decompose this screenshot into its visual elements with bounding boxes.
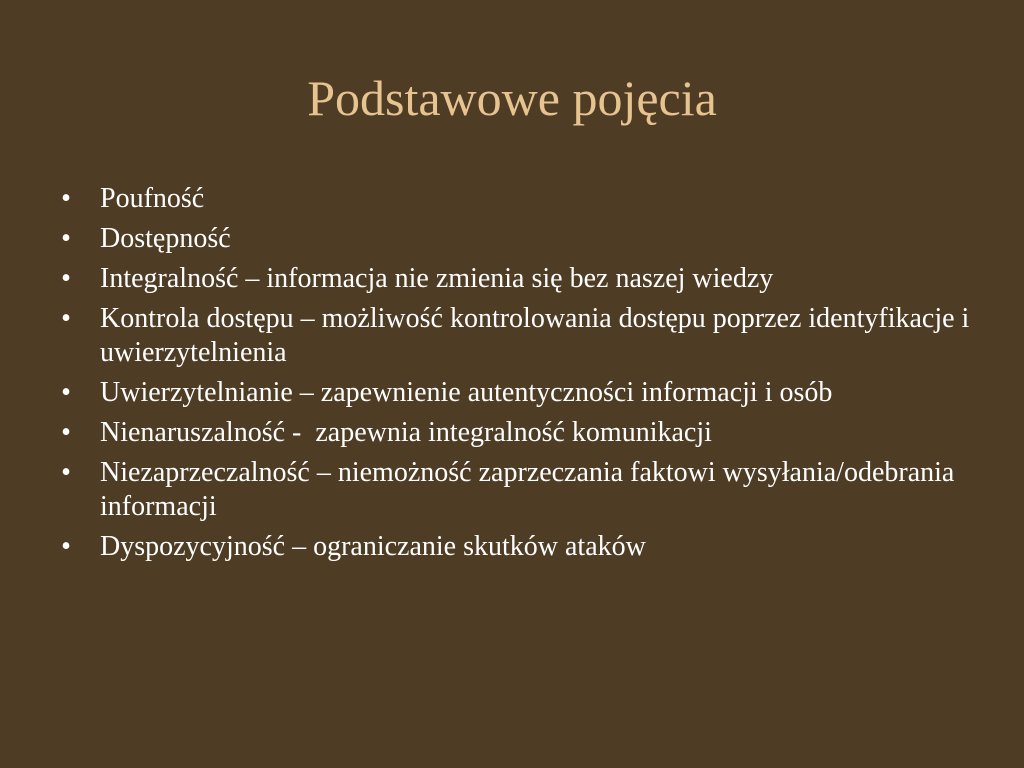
bullet-text: Niezaprzeczalność – niemożność zaprzeczania faktowi wysyłania/odebrania informacji bbox=[100, 457, 955, 522]
bullet-item-dyspozycyjnosc bbox=[56, 530, 976, 564]
bullet-text: Dostępność bbox=[100, 223, 231, 254]
bullet-item-integralnosc bbox=[56, 262, 976, 296]
bullet-text: Nienaruszalność - zapewnia integralność komunikacji bbox=[100, 417, 712, 448]
slide-title: Podstawowe pojęcia bbox=[307, 70, 717, 126]
bullet-item-kontrola-dostepu bbox=[56, 302, 976, 370]
bullet-item-nienaruszalnosc bbox=[56, 416, 976, 450]
bullet-text: Kontrola dostępu – możliwość kontrolowania dostępu poprzez identyfikacje i uwierzytelnienia bbox=[100, 303, 970, 368]
bullet-item-dostepnosc bbox=[56, 222, 976, 256]
bullet-icon: • bbox=[61, 531, 71, 562]
bullet-icon: • bbox=[61, 377, 71, 408]
bullet-icon: • bbox=[61, 417, 71, 448]
bullet-icon: • bbox=[61, 183, 71, 214]
bullet-text: Integralność – informacja nie zmienia się bez naszej wiedzy bbox=[100, 263, 774, 294]
bullet-item-uwierzytelnianie bbox=[56, 376, 976, 410]
bullet-text: Poufność bbox=[100, 183, 205, 214]
bullet-list bbox=[56, 182, 976, 570]
bullet-icon: • bbox=[61, 303, 71, 334]
bullet-icon: • bbox=[61, 223, 71, 254]
bullet-item-poufnosc bbox=[56, 182, 976, 216]
bullet-item-niezaprzeczalnosc bbox=[56, 456, 976, 524]
bullet-text: Uwierzytelnianie – zapewnienie autentyczności informacji i osób bbox=[100, 377, 833, 408]
bullet-icon: • bbox=[61, 263, 71, 294]
bullet-icon: • bbox=[61, 457, 71, 488]
bullet-text: Dyspozycyjność – ograniczanie skutków ataków bbox=[100, 531, 646, 562]
